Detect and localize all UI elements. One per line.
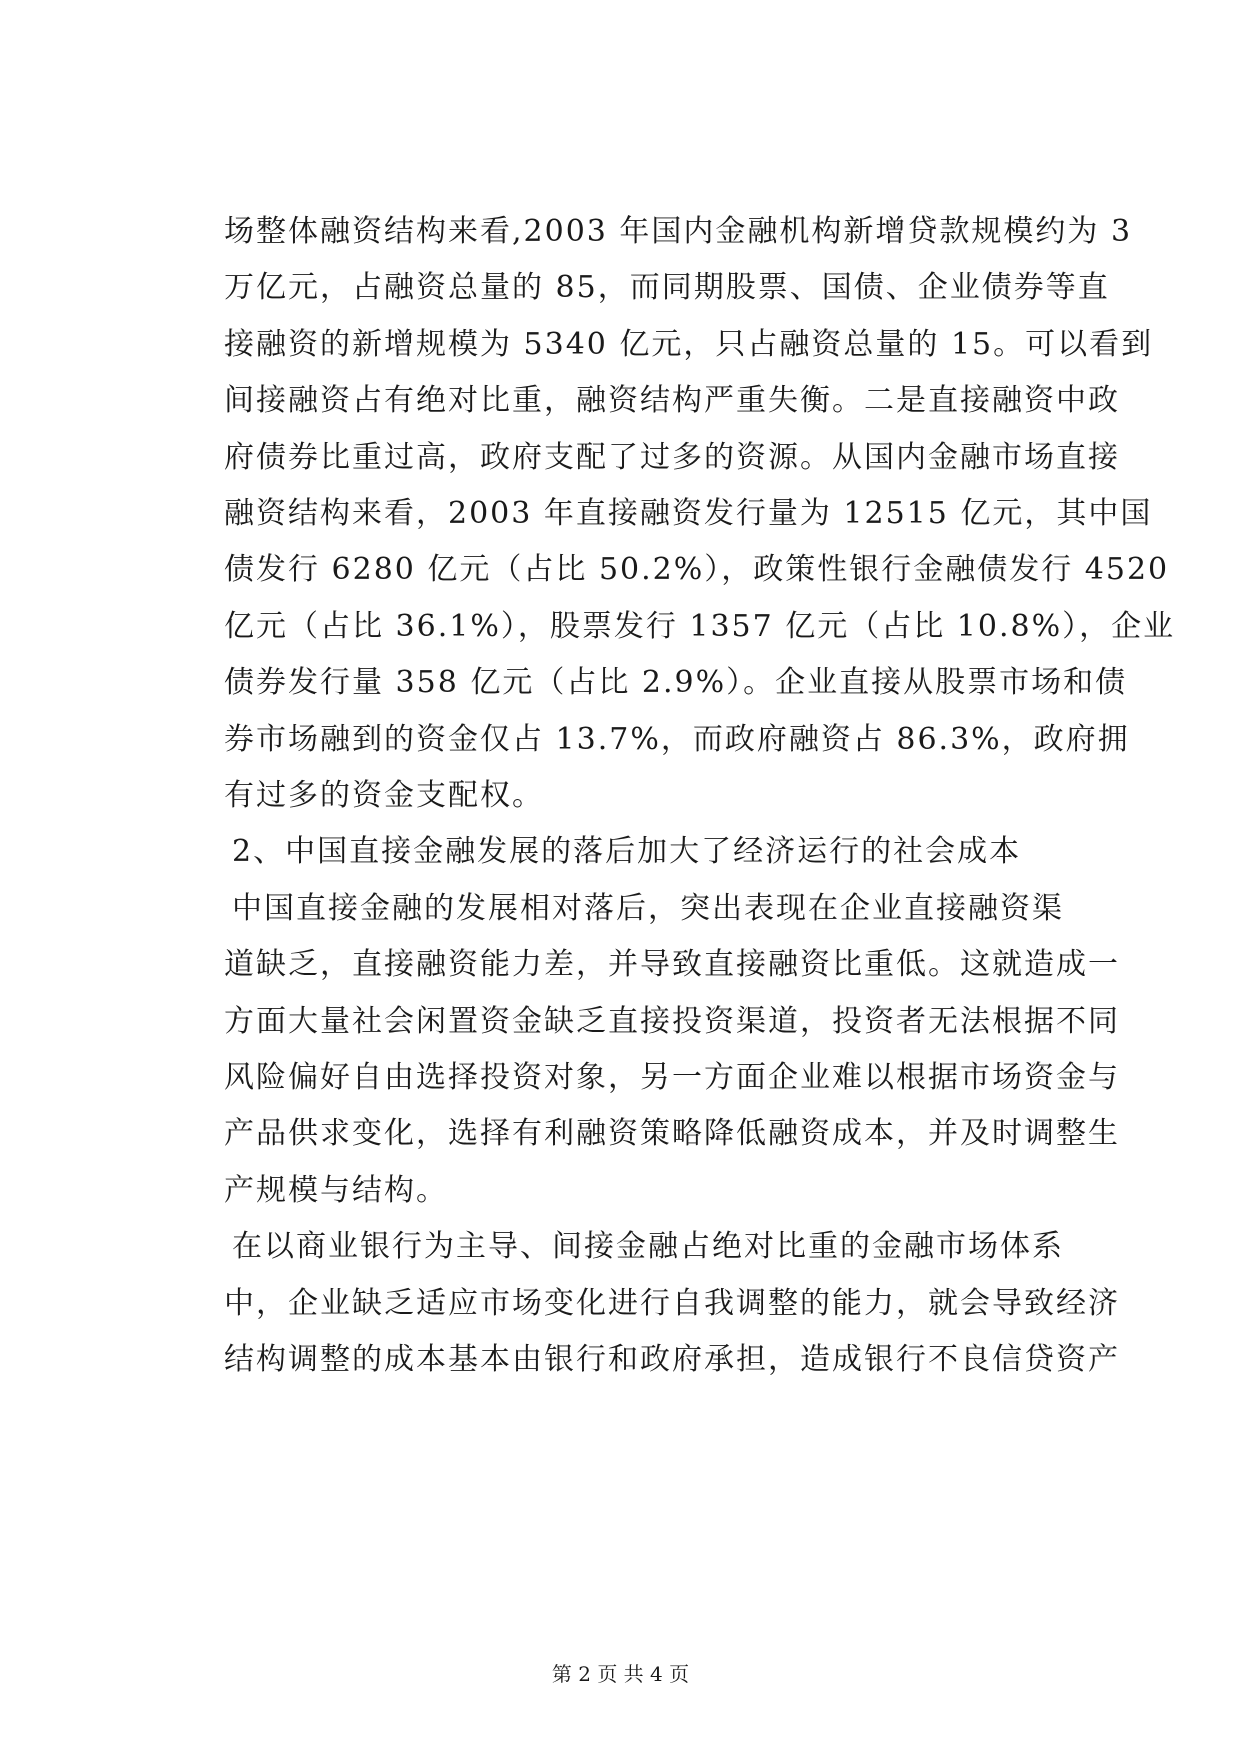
- text-line: 结构调整的成本基本由银行和政府承担，造成银行不良信贷资产: [224, 1342, 1120, 1377]
- text-line: 中，企业缺乏适应市场变化进行自我调整的能力，就会导致经济: [224, 1286, 1120, 1321]
- text-line: 中国直接金融的发展相对落后，突出表现在企业直接融资渠: [232, 891, 1064, 926]
- text-line: 风险偏好自由选择投资对象，另一方面企业难以根据市场资金与: [224, 1060, 1120, 1095]
- text-line: 间接融资占有绝对比重，融资结构严重失衡。二是直接融资中政: [224, 383, 1120, 418]
- text-line: 券市场融到的资金仅占 13.7%，而政府融资占 86.3%，政府拥: [224, 722, 1130, 757]
- text-line: 债券发行量 358 亿元（占比 2.9%）。企业直接从股票市场和债: [224, 665, 1128, 700]
- text-line: 融资结构来看，2003 年直接融资发行量为 12515 亿元，其中国: [224, 496, 1153, 531]
- text-line: 场整体融资结构来看,2003 年国内金融机构新增贷款规模约为 3: [224, 214, 1133, 249]
- text-line: 债发行 6280 亿元（占比 50.2%），政策性银行金融债发行 4520: [224, 552, 1170, 587]
- text-line: 万亿元，占融资总量的 85，而同期股票、国债、企业债券等直: [224, 270, 1110, 305]
- text-line: 产品供求变化，选择有利融资策略降低融资成本，并及时调整生: [224, 1116, 1120, 1151]
- text-line: 在以商业银行为主导、间接金融占绝对比重的金融市场体系: [232, 1229, 1064, 1264]
- text-line: 有过多的资金支配权。: [224, 778, 544, 813]
- page-footer: 第 2 页 共 4 页: [551, 1662, 690, 1686]
- text-line: 方面大量社会闲置资金缺乏直接投资渠道，投资者无法根据不同: [224, 1004, 1120, 1039]
- text-line: 亿元（占比 36.1%），股票发行 1357 亿元（占比 10.8%），企业: [224, 609, 1176, 644]
- text-line: 府债券比重过高，政府支配了过多的资源。从国内金融市场直接: [224, 440, 1120, 475]
- text-line: 产规模与结构。: [224, 1173, 448, 1208]
- section-heading: 2、中国直接金融发展的落后加大了经济运行的社会成本: [232, 834, 1022, 869]
- text-line: 道缺乏，直接融资能力差，并导致直接融资比重低。这就造成一: [224, 947, 1120, 982]
- text-line: 接融资的新增规模为 5340 亿元，只占融资总量的 15。可以看到: [224, 327, 1154, 362]
